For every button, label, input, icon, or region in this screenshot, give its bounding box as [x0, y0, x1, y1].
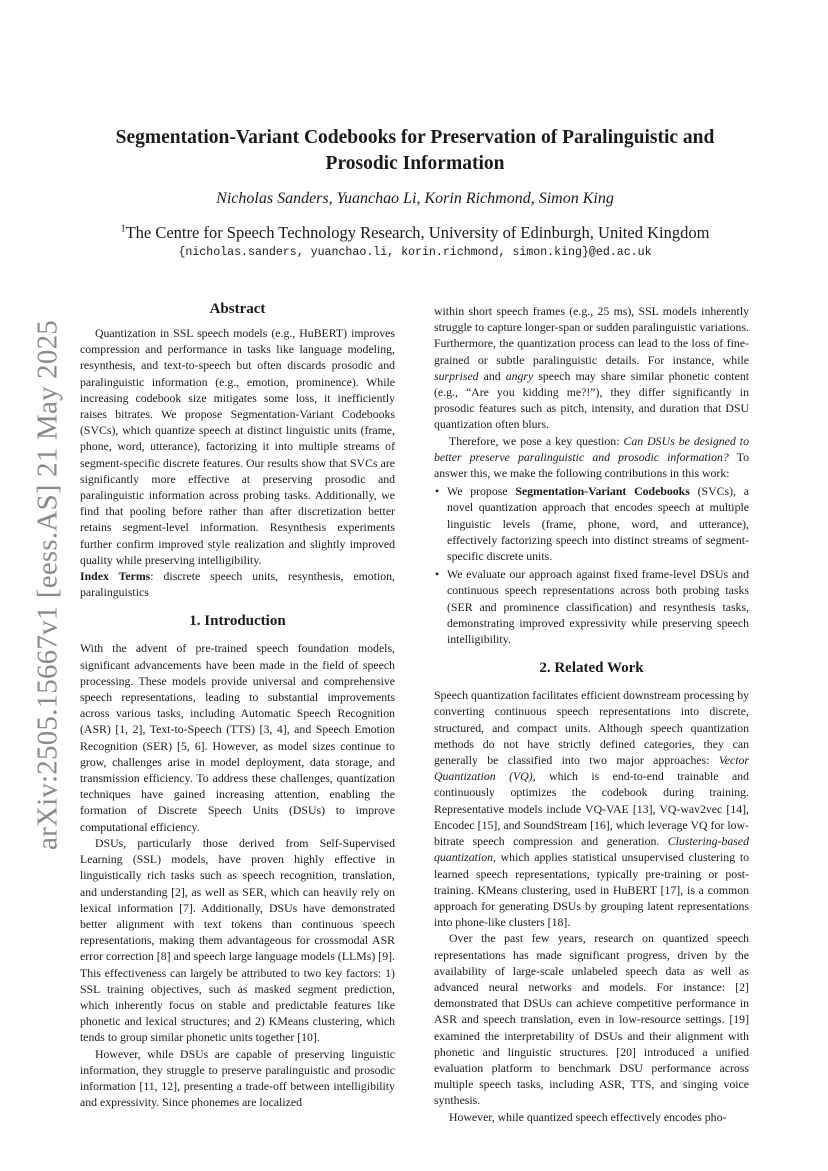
bullet2-text: We evaluate our approach against fixed frame-level DSUs and continuous speech representations across both probing tasks (SER and prominence classification) and resynthesis tasks, demonstrating improved expressivity while preserving speech intelligibility.: [447, 567, 749, 647]
related-paragraph-1: [434, 687, 749, 930]
rw-p1-c: , which applies statistical unsupervised clustering to learned speech representations, typically pre-training or post-training. KMeans clustering, used in HuBERT [17], is a common approach for generating DSUs by grouping latent representations into phone-like clusters [18].: [434, 850, 749, 930]
introduction-heading: 1. Introduction: [189, 613, 286, 630]
p3-and: and: [478, 368, 506, 383]
bullet-icon: •: [435, 567, 440, 582]
index-terms: [80, 568, 395, 600]
intro-paragraph-2: DSUs, particularly those derived from Self-Supervised Learning (SSL) models, have proven highly effective in linguistically rich tasks such as speech recognition, translation, and understanding [2], as well as SER, which can heavily rely on lexical information [7]. Additionally, DSUs have demonstrated better alignment with text tokens than continuous speech representations, making them advantageous for crossmodal ASR error correction [8] and speech large language models (LLMs) [9]. This effectiveness can largely be attributed to two key factors: 1) SSL training objectives, such as masked segment prediction, which inherently focus on stable and predictable features like phonetic and lexical structures; and 2) KMeans clustering, which tends to group similar phonetic units together [10].: [80, 835, 395, 1045]
p4-question: Can DSUs be designed to better preserve paralinguistic and prosodic information?: [434, 433, 749, 464]
p4-start: Therefore, we pose a key question:: [449, 433, 624, 448]
affiliation: [90, 223, 740, 243]
rw-p1-a: Speech quantization facilitates efficient downstream processing by converting continuous speech representations into discrete, structured, and compact units. Although speech quantization methods do not have strictly defined categories, they can generally be classified into two major approaches:: [434, 688, 749, 768]
p4-end: To answer this, we make the following contributions in this work:: [434, 449, 749, 481]
intro-paragraph-1: With the advent of pre-trained speech foundation models, significant advancements have been made in the field of speech processing. These models provide universal and comprehensive speech representations, leading to substantial improvements across various tasks, including Automatic Speech Recognition (ASR) [1, 2], Text-to-Speech (TTS) [3, 4], and Speech Emotion Recognition (SER) [5, 6]. However, as model sizes continue to grow, challenges arise in model deployment, data storage, and transmission efficiency. To address these challenges, quantization techniques have gained increasing attention, enabling the formation of Discrete Speech Units (DSUs) to improve computational efficiency.: [80, 641, 395, 834]
index-terms-label: Index Terms: [80, 569, 151, 584]
p3-end: speech may share similar phonetic content (e.g., “Are you kidding me?!”), they differ significantly in prosodic features such as pitch, intensity, and duration that DSU quantization often blurs.: [434, 368, 749, 432]
title-line-2: Prosodic Information: [325, 153, 505, 174]
rw-vq: Vector Quantization (VQ): [434, 753, 749, 784]
affiliation-text: The Centre for Speech Technology Research, University of Edinburgh, United Kingdom: [125, 223, 710, 242]
p3-surprised: surprised: [434, 368, 479, 383]
abstract-text: Quantization in SSL speech models (e.g., HuBERT) improves compression and performance in tasks like language modeling, resynthesis, and text-to-speech but often discards prosodic and paralinguistic information (e.g., emotion, prominence). While increasing codebook size mitigates some loss, it inefficiently raises bitrates. We propose Segmentation-Variant Codebooks (SVCs), which quantize speech at distinct linguistic units (frame, phone, word, utterance), factorizing it into multiple streams of segment-specific discrete features. Our results show that SVCs are significantly more effective at preserving prosodic and paralinguistic information across probing tasks. Additionally, we find that pooling before rather than after discretization better retains segment-level information. Resynthesis experiments further confirm improved style realization and slightly improved quality while preserving intelligibility.: [80, 326, 395, 567]
intro-paragraph-4: [434, 433, 749, 482]
related-paragraph-3: However, while quantized speech effectively encodes pho-: [449, 1109, 727, 1124]
contribution-item-1: [434, 483, 749, 564]
intro-paragraph-3-continued: [434, 303, 749, 433]
contributions-list: [434, 483, 749, 647]
p3-cont-text: within short speech frames (e.g., 25 ms), SSL models inherently struggle to capture longer-span or sudden paralinguistic variations. Furthermore, the quantization process can lead to the loss of fine-grained or subtle paralinguistic details. For instance, while: [434, 304, 749, 367]
arxiv-id: arXiv:2505.15667v1 [eess.AS] 21 May 2025: [31, 320, 64, 850]
left-column: [80, 298, 395, 1110]
bullet-icon: •: [435, 484, 440, 499]
right-column: [434, 303, 749, 1125]
author-emails: {nicholas.sanders, yuanchao.li, korin.richmond, simon.king}@ed.ac.uk: [178, 246, 652, 259]
affiliation-mark: 1: [120, 223, 126, 235]
contribution-item-2: [434, 566, 749, 647]
rw-p1-b: , which is end-to-end trainable and continuously optimizes the codebook during training. Representative models include VQ-VAE [13], VQ-wav2vec [14], Encodec [15], and SoundStream [16], which leverage VQ for low-bitrate speech compression and generation.: [434, 769, 749, 849]
intro-paragraph-3: However, while DSUs are capable of preserving linguistic information, they struggle to preserve paralinguistic and prosodic information [11, 12], presenting a trade-off between intelligibility and expressivity. Since phonemes are localized: [80, 1046, 395, 1110]
bullet1-end: (SVCs), a novel quantization approach that encodes speech at multiple linguistic levels (frame, phone, word, and utterance), effectively factorizing speech into distinct streams of segment-specific discrete units.: [447, 484, 749, 564]
bullet1-start: We propose: [447, 484, 516, 499]
paper-title: [90, 125, 740, 177]
index-terms-text: : discrete speech units, resynthesis, emotion, paralinguistics: [80, 569, 395, 600]
title-line-1: Segmentation-Variant Codebooks for Preservation of Paralinguistic and: [115, 127, 715, 148]
related-work-heading: 2. Related Work: [539, 660, 644, 677]
p3-angry: angry: [505, 368, 534, 383]
author-list: Nicholas Sanders, Yuanchao Li, Korin Richmond, Simon King: [216, 190, 614, 207]
related-paragraph-2: Over the past few years, research on quantized speech representations has made significant progress, driven by the availability of large-scale unlabeled speech data as well as advanced neural networks and models. For instance: [2] demonstrated that DSUs can achieve competitive performance in ASR and speech translation, even in low-resource settings. [19] examined the interpretability of DSUs and their alignment with phonetic and linguistic structures. [20] introduced a unified evaluation platform to benchmark DSU performance across multiple speech tasks, including ASR, TTS, and singing voice synthesis.: [434, 931, 749, 1108]
abstract-heading: Abstract: [209, 301, 266, 317]
bullet1-bold: Segmentation-Variant Codebooks: [515, 484, 690, 499]
rw-cq: Clustering-based quantization: [434, 834, 749, 865]
